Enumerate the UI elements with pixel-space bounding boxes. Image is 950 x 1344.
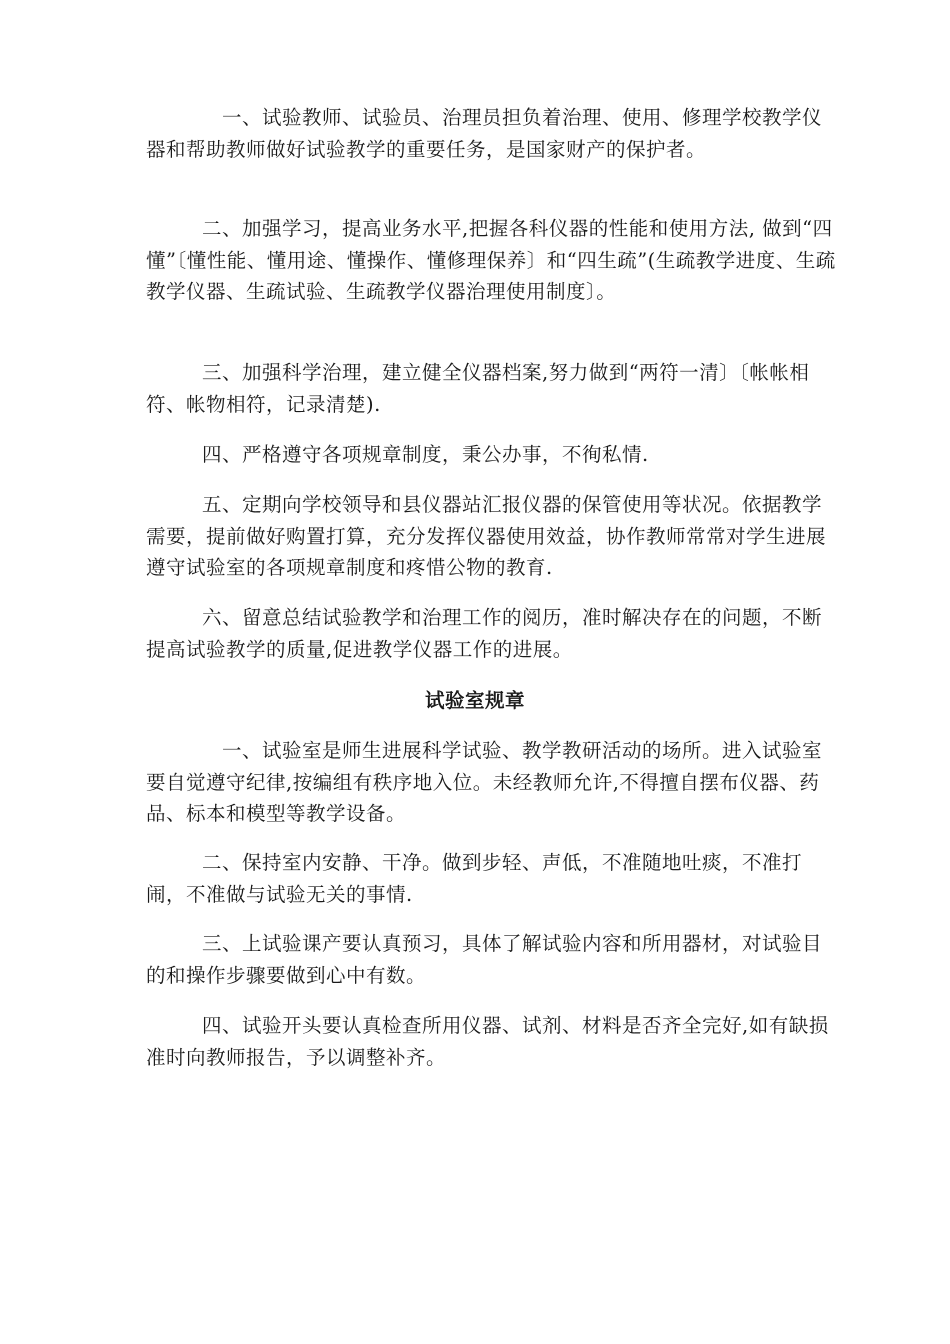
duty-paragraph-2: 二、加强学习，提高业务水平,把握各科仪器的性能和使用方法, 做到“四懂”〔懂性能、懂用途、懂操作、懂修理保养〕和“四生疏”(生疏教学进度、生疏教学仪器、生疏试验、生疏教学仪器治理使用制度〕。 bbox=[146, 217, 836, 303]
rule-paragraph-4: 四、试验开头要认真检查所用仪器、试剂、材料是否齐全完好,如有缺损准时向教师报告，予以调整补齐。 bbox=[146, 1014, 829, 1069]
duty-paragraph-6: 六、留意总结试验教学和治理工作的阅历，准时解决存在的问题，不断提高试验教学的质量,促进教学仪器工作的进展。 bbox=[146, 606, 823, 661]
duty-paragraph-1: 一、试验教师、试验员、治理员担负着治理、使用、修理学校教学仪器和帮助教师做好试验教学的重要任务，是国家财产的保护者。 bbox=[146, 106, 823, 161]
rule-paragraph-1: 一、试验室是师生进展科学试验、教学教研活动的场所。进入试验室要自觉遵守纪律,按编组有秩序地入位。未经教师允许,不得擅自摆布仪器、药品、标本和模型等教学设备。 bbox=[146, 739, 823, 825]
rule-paragraph-2: 二、保持室内安静、干净。做到步轻、声低，不准随地吐痰，不准打闹，不准做与试验无关的事情. bbox=[146, 851, 803, 906]
duty-paragraph-4: 四、严格遵守各项规章制度，秉公办事，不徇私情. bbox=[202, 443, 649, 466]
duty-paragraph-5: 五、定期向学校领导和县仪器站汇报仪器的保管使用等状况。依据教学需要，提前做好购置打算，充分发挥仪器使用效益，协作教师常常对学生进展遵守试验室的各项规章制度和疼惜公物的教育. bbox=[146, 493, 827, 579]
section-title: 试验室规章 bbox=[424, 689, 525, 712]
rule-paragraph-3: 三、上试验课产要认真预习，具体了解试验内容和所用器材，对试验目的和操作步骤要做到心中有数。 bbox=[146, 932, 823, 987]
duty-paragraph-3: 三、加强科学治理，建立健全仪器档案,努力做到“两符一清〕〔帐帐相符、帐物相符，记录清楚). bbox=[146, 361, 810, 416]
